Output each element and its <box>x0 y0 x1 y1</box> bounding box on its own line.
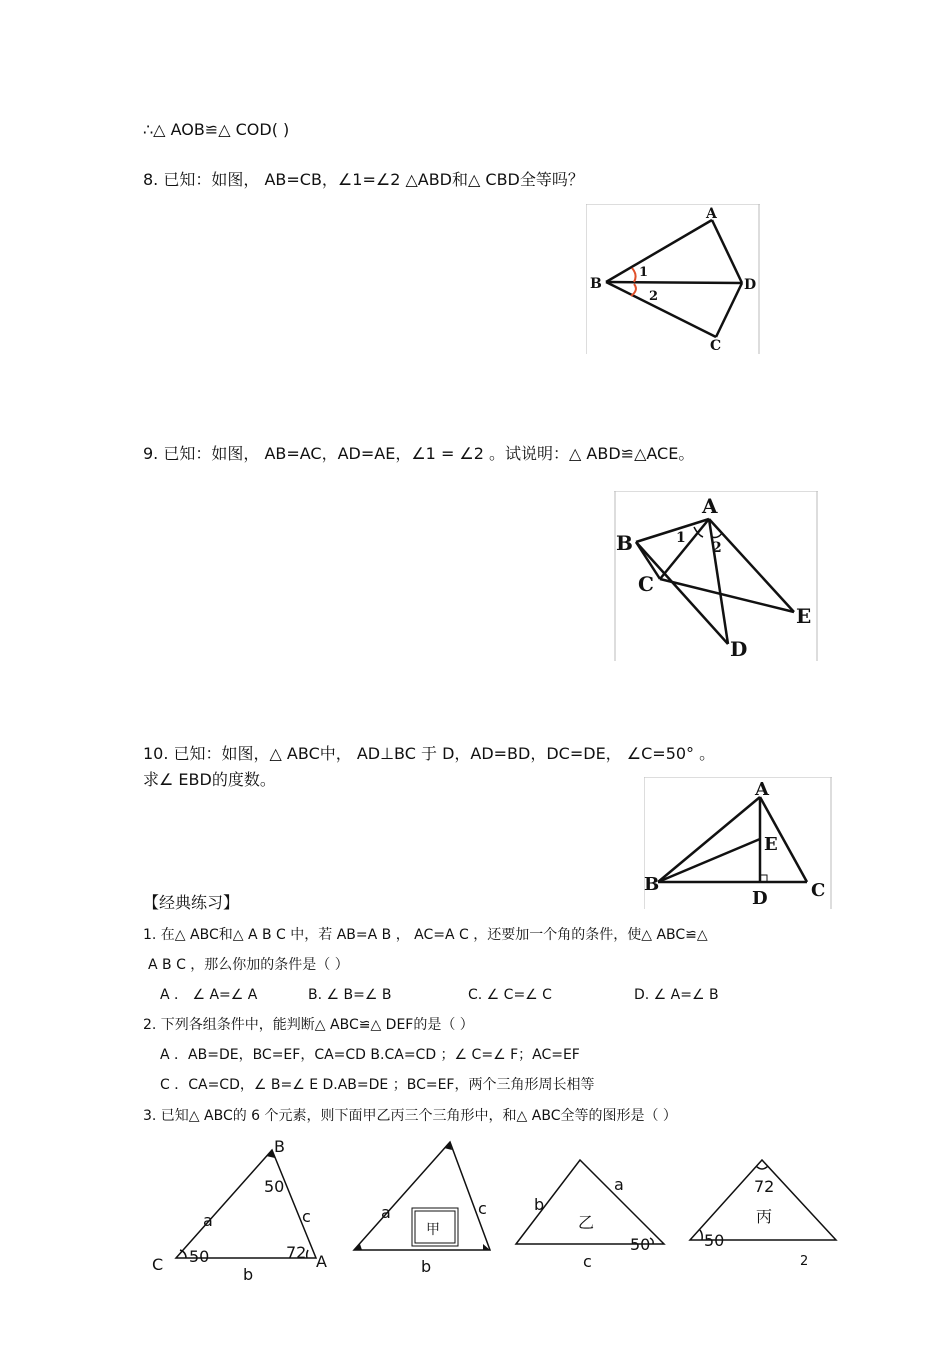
fig9-label-a: A <box>702 494 718 518</box>
fig9-label-b: B <box>616 531 633 555</box>
fig8-label-d: D <box>744 277 757 293</box>
practice-1-option-a: A ． ∠ A=∠ A <box>160 987 258 1003</box>
fig9-label-c: C <box>638 572 654 596</box>
fig9-label-e: E <box>796 604 812 628</box>
question-10-line2: 求∠ EBD的度数。 <box>143 770 276 789</box>
triangle-yi <box>516 1160 664 1271</box>
bing-angle-left: 50 <box>704 1231 725 1250</box>
abc-angle-a: 72 <box>286 1243 307 1262</box>
practice-1-option-c: C. ∠ C=∠ C <box>468 987 552 1003</box>
question-8: 8. 已知：如图， AB=CB，∠1=∠2 △ABD和△ CBD全等吗？ <box>143 170 584 189</box>
question-9: 9. 已知：如图， AB=AC，AD=AE，∠1 = ∠2 。试说明：△ ABD≌△ACE。 <box>143 444 695 463</box>
practice-1-line2: A B C ，那么你加的条件是（ ） <box>148 957 349 973</box>
jia-side-c: c <box>478 1199 487 1218</box>
question-10-line1: 10. 已知：如图，△ ABC中， AD⊥BC 于 D，AD=BD，DC=DE， ∠C=50° 。 <box>143 744 716 763</box>
fig9-label-angle2: 2 <box>712 540 722 556</box>
fig8-label-a: A <box>706 206 717 222</box>
practice-1-option-d: D. ∠ A=∠ B <box>634 987 719 1003</box>
triangles-row <box>140 1130 850 1290</box>
fig9-label-angle1: 1 <box>676 530 686 546</box>
practice-1-option-b: B. ∠ B=∠ B <box>308 987 392 1003</box>
triangle-jia <box>354 1142 490 1276</box>
jia-side-b: b <box>421 1257 432 1276</box>
fig8-label-angle1: 1 <box>639 265 649 280</box>
figure-10 <box>644 777 832 909</box>
jia-name: 甲 <box>426 1222 440 1238</box>
bing-name: 丙 <box>756 1207 773 1226</box>
jia-side-a: a <box>381 1203 391 1222</box>
abc-side-a: a <box>203 1211 213 1230</box>
abc-label-a: A <box>316 1252 327 1271</box>
fig10-label-e: E <box>764 834 778 855</box>
abc-angle-c: 50 <box>189 1247 210 1266</box>
figure-9 <box>614 491 818 661</box>
abc-angle-b: 50 <box>264 1177 285 1196</box>
practice-2-options-ab: A ．AB=DE，BC=EF，CA=CD B.CA=CD ；∠ C=∠ F；AC=EF <box>160 1047 580 1063</box>
page-number: 2 <box>800 1254 809 1269</box>
practice-2-options-cd: C ．CA=CD，∠ B=∠ E D.AB=DE ；BC=EF，两个三角形周长相等 <box>160 1077 595 1093</box>
yi-name: 乙 <box>578 1213 595 1232</box>
yi-side-b: b <box>534 1195 545 1214</box>
fig10-label-a: A <box>755 779 769 800</box>
abc-label-b: B <box>274 1137 285 1156</box>
yi-side-a: a <box>614 1175 624 1194</box>
practice-3: 3. 已知△ ABC的 6 个元素，则下面甲乙丙三个三角形中，和△ ABC全等的图形是（ ） <box>143 1108 677 1124</box>
triangle-bing <box>690 1160 836 1250</box>
abc-side-b: b <box>243 1265 254 1284</box>
yi-angle: 50 <box>630 1235 651 1254</box>
abc-label-c: C <box>152 1255 164 1274</box>
conclusion-line: ∴△ AOB≌△ COD( ) <box>143 120 290 139</box>
yi-side-c: c <box>583 1252 592 1271</box>
section-heading: 【经典练习】 <box>143 893 240 912</box>
abc-side-c: c <box>302 1207 311 1226</box>
figure-8 <box>586 204 760 354</box>
fig10-label-d: D <box>752 888 768 909</box>
practice-1-line1: 1. 在△ ABC和△ A B C 中，若 AB=A B ， AC=A C ，还要加一个角的条件，使△ ABC≌△ <box>143 927 708 943</box>
bing-angle-top: 72 <box>754 1177 775 1196</box>
fig10-label-b: B <box>644 874 660 895</box>
fig10-label-c: C <box>811 880 826 901</box>
fig9-label-d: D <box>730 637 748 661</box>
fig8-label-b: B <box>590 276 602 292</box>
fig8-label-c: C <box>710 338 722 354</box>
fig8-label-angle2: 2 <box>649 289 659 304</box>
practice-2: 2. 下列各组条件中，能判断△ ABC≌△ DEF的是（ ） <box>143 1017 474 1033</box>
triangle-abc <box>152 1137 327 1284</box>
